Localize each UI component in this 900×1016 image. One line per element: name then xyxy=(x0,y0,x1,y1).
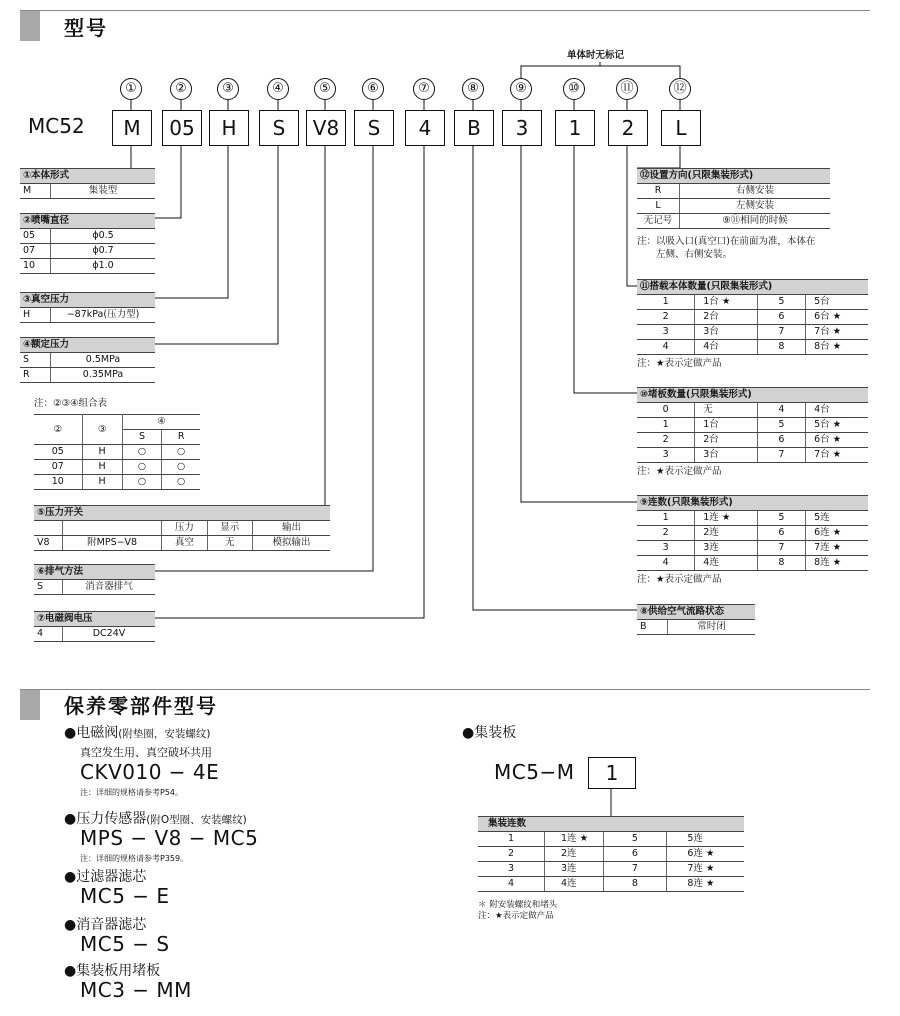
table-title: ⑪搭载本体数量(只限集装形式) xyxy=(637,280,868,295)
manifold-prefix: MC5−M xyxy=(494,760,575,784)
note: 左侧、右侧安装。 xyxy=(656,249,733,260)
table-header: ④ xyxy=(122,415,200,430)
table-cell: 7台 ★ xyxy=(806,325,868,340)
table-cell: 4 xyxy=(757,403,806,418)
table-cell: 4连 xyxy=(695,556,757,571)
code-box: B xyxy=(454,110,494,146)
table-cell: 4 xyxy=(637,340,695,355)
table-rated-pressure xyxy=(20,337,155,383)
table-cell: V8 xyxy=(34,536,63,551)
part-note: 注：详细的规格请参考P359。 xyxy=(80,854,189,863)
table-cell: 7 xyxy=(757,325,806,340)
model-prefix: MC52 xyxy=(28,114,85,138)
table-title: ④额定压力 xyxy=(20,338,155,353)
code-box: M xyxy=(112,110,152,146)
table-cell: 7 xyxy=(603,862,667,877)
manifold-code-box: 1 xyxy=(588,757,636,789)
table-cell: 3 xyxy=(637,325,695,340)
table-title: 集装连数 xyxy=(478,817,744,832)
table-header: 输出 xyxy=(252,521,330,536)
table-cell: 6 xyxy=(603,847,667,862)
table-cell: 5台 ★ xyxy=(806,418,868,433)
table-cell: 无 xyxy=(695,403,757,418)
table-cell: L xyxy=(637,199,680,214)
table-title: ⑥排气方法 xyxy=(34,565,155,580)
table-cell: 3 xyxy=(637,541,695,556)
table-cell: 3连 xyxy=(695,541,757,556)
table-cell: 5 xyxy=(603,832,667,847)
table-cell: 真空 xyxy=(162,536,207,551)
code-box: 1 xyxy=(555,110,595,146)
code-box: 4 xyxy=(405,110,445,146)
table-title: ⑨连数(只限集装形式) xyxy=(637,496,868,511)
table-valve-voltage xyxy=(34,611,155,642)
table-cell: 3台 xyxy=(695,325,757,340)
table-header: 压力 xyxy=(162,521,207,536)
table-cell: 6连 ★ xyxy=(806,526,868,541)
section-title-model: 型号 xyxy=(64,16,108,40)
code-box: H xyxy=(209,110,249,146)
table-cell: 2 xyxy=(637,310,695,325)
table-cell: ϕ1.0 xyxy=(51,259,156,274)
table-cell: 05 xyxy=(20,229,51,244)
table-cell: R xyxy=(637,184,680,199)
table-cell: 4 xyxy=(34,627,63,642)
table-header: R xyxy=(162,430,200,445)
table-title: ①本体形式 xyxy=(20,169,155,184)
table-cell: 2台 xyxy=(695,310,757,325)
table-cell: 7台 ★ xyxy=(806,448,868,463)
table-cell: 8 xyxy=(757,340,806,355)
table-cell: 模拟输出 xyxy=(252,536,330,551)
table-title: ③真空压力 xyxy=(20,293,155,308)
table-cell: H xyxy=(20,308,51,323)
table-cell: 4台 xyxy=(806,403,868,418)
table-cell: S xyxy=(34,580,63,595)
table-cell: 1台 xyxy=(695,418,757,433)
table-t9 xyxy=(637,495,868,571)
table-cell: B xyxy=(637,620,668,635)
table-title: ⑫设置方向(只限集装形式) xyxy=(637,169,830,184)
table-cell: 消音器排气 xyxy=(63,580,156,595)
table-cell: 07 xyxy=(34,460,82,475)
table-cell: 8 xyxy=(757,556,806,571)
table-cell: M xyxy=(20,184,51,199)
position-circle: ⑤ xyxy=(314,78,336,100)
note: 注：★表示定做产品 xyxy=(478,911,554,921)
note: ＊ 附安装螺纹和堵头 xyxy=(478,900,558,910)
table-cell: 0 xyxy=(637,403,695,418)
table-cell: 3台 xyxy=(695,448,757,463)
table-cell: 3 xyxy=(478,862,545,877)
table-vacuum-pressure xyxy=(20,292,155,323)
note: 注：★表示定做产品 xyxy=(637,574,722,585)
code-box: L xyxy=(661,110,701,146)
code-box: V8 xyxy=(306,110,346,146)
position-circle: ⑥ xyxy=(362,78,384,100)
position-circle: ⑧ xyxy=(462,78,484,100)
table-cell: −87kPa(压力型) xyxy=(51,308,156,323)
table-cell: 6 xyxy=(757,310,806,325)
table-cell: 2连 xyxy=(695,526,757,541)
position-circle: ⑨ xyxy=(510,78,532,100)
table-cell: 1 xyxy=(637,295,695,310)
table-cell: 4 xyxy=(637,556,695,571)
table-cell: 1连 ★ xyxy=(545,832,604,847)
table-cell: 10 xyxy=(20,259,51,274)
part-name: ●压力传感器 xyxy=(64,811,147,827)
table-cell: 0.35MPa xyxy=(51,368,156,383)
position-circle: ⑪ xyxy=(616,78,638,100)
table-cell: 6 xyxy=(757,433,806,448)
table-cell: 右侧安装 xyxy=(680,184,831,199)
table-body-type xyxy=(20,168,155,199)
table-cell: 2台 xyxy=(695,433,757,448)
table-cell: 5连 xyxy=(667,832,744,847)
table-cell: 常时闭 xyxy=(668,620,756,635)
part-name: ●集装板用堵板 xyxy=(64,963,161,979)
part-title xyxy=(64,960,160,980)
part-title xyxy=(64,914,146,934)
part-code: MC5 − E xyxy=(80,884,170,908)
part-name: ●消音器滤芯 xyxy=(64,917,147,933)
table-pressure-switch xyxy=(34,505,330,551)
combo-note: 注：②③④组合表 xyxy=(34,398,108,409)
table-header: 显示 xyxy=(207,521,252,536)
position-circle: ⑫ xyxy=(669,78,691,100)
table-cell: 4台 xyxy=(695,340,757,355)
section-marker xyxy=(20,690,40,720)
table-header: ② xyxy=(34,415,82,445)
note: 注：以吸入口(真空口)在前面为准，本体在 xyxy=(637,236,816,247)
table-cell: ○ xyxy=(162,460,200,475)
part-usage: 真空发生用、真空破坏共用 xyxy=(80,746,212,759)
position-circle: ④ xyxy=(267,78,289,100)
part-title xyxy=(64,722,210,742)
part-code: CKV010 − 4E xyxy=(80,760,220,784)
table-cell: 5 xyxy=(757,511,806,526)
table-cell: 6连 ★ xyxy=(667,847,744,862)
table-cell: ⑨⑪相同的时候 xyxy=(680,214,831,229)
table-cell: 7 xyxy=(757,448,806,463)
table-cell: 2 xyxy=(637,526,695,541)
table-title: ⑤压力开关 xyxy=(34,506,330,521)
code-box: 05 xyxy=(162,110,202,146)
table-cell: R xyxy=(20,368,51,383)
table-cell: 2 xyxy=(637,433,695,448)
table-cell: ϕ0.7 xyxy=(51,244,156,259)
table-cell: 6 xyxy=(757,526,806,541)
table-cell: 5连 xyxy=(806,511,868,526)
table-cell: ○ xyxy=(162,445,200,460)
table-cell: 0.5MPa xyxy=(51,353,156,368)
table-cell: ○ xyxy=(162,475,200,490)
table-cell: H xyxy=(82,460,122,475)
code-box: S xyxy=(354,110,394,146)
table-cell: 8 xyxy=(603,877,667,892)
note: 注：★表示定做产品 xyxy=(637,358,722,369)
table-title: ⑧供给空气流路状态 xyxy=(637,605,755,620)
table-cell: ○ xyxy=(122,475,162,490)
table-cell: 1连 ★ xyxy=(695,511,757,526)
table-cell: 05 xyxy=(34,445,82,460)
table-cell: H xyxy=(82,445,122,460)
table-title: ②喷嘴直径 xyxy=(20,214,155,229)
position-circle: ⑩ xyxy=(563,78,585,100)
table-cell: 8连 ★ xyxy=(806,556,868,571)
table-header: ③ xyxy=(82,415,122,445)
table-cell: 8连 ★ xyxy=(667,877,744,892)
table-cell: 10 xyxy=(34,475,82,490)
table-cell: 1台 ★ xyxy=(695,295,757,310)
table-cell: 2 xyxy=(478,847,545,862)
table-t10 xyxy=(637,387,868,463)
table-cell: 无记号 xyxy=(637,214,680,229)
part-detail: (附垫圈，安装螺纹) xyxy=(118,728,211,740)
table-cell: 6台 ★ xyxy=(806,310,868,325)
table-cell: 1 xyxy=(637,418,695,433)
table-title: ⑦电磁阀电压 xyxy=(34,612,155,627)
table-header: S xyxy=(122,430,162,445)
table-cell: 5 xyxy=(757,295,806,310)
table-cell: 8台 ★ xyxy=(806,340,868,355)
code-box: S xyxy=(259,110,299,146)
table-cell: 集装型 xyxy=(51,184,156,199)
section-title-parts: 保养零部件型号 xyxy=(64,694,218,718)
part-name: ●电磁阀 xyxy=(64,725,119,741)
part-note: 注：详细的规格请参考P54。 xyxy=(80,788,184,797)
table-cell: 3连 xyxy=(545,862,604,877)
part-title xyxy=(64,866,146,886)
table-exhaust-method xyxy=(34,564,155,595)
position-circle: ② xyxy=(170,78,192,100)
table-cell: 3 xyxy=(637,448,695,463)
table-air-supply-state xyxy=(637,604,755,635)
table-nozzle-diameter xyxy=(20,213,155,274)
table-cell: S xyxy=(20,353,51,368)
table-cell: 5 xyxy=(757,418,806,433)
table-cell: DC24V xyxy=(63,627,156,642)
part-detail: (附O型圈、安装螺纹) xyxy=(146,814,247,826)
table-cell: 7连 ★ xyxy=(667,862,744,877)
table-cell: 附MPS−V8 xyxy=(63,536,162,551)
table-cell: ϕ0.5 xyxy=(51,229,156,244)
table-title: ⑩堵板数量(只限集装形式) xyxy=(637,388,868,403)
table-cell: ○ xyxy=(122,460,162,475)
table-cell: 4 xyxy=(478,877,545,892)
table-manifold-stations xyxy=(478,816,744,892)
table-cell: 1 xyxy=(478,832,545,847)
table-cell: 6台 ★ xyxy=(806,433,868,448)
table-cell: 4连 xyxy=(545,877,604,892)
table-cell: 7 xyxy=(757,541,806,556)
code-box: 2 xyxy=(608,110,648,146)
table-cell: 无 xyxy=(207,536,252,551)
part-code: MPS − V8 − MC5 xyxy=(80,826,259,850)
table-t11 xyxy=(637,279,868,355)
table-cell: H xyxy=(82,475,122,490)
part-name: ●过滤器滤芯 xyxy=(64,869,147,885)
table-combination xyxy=(34,414,200,490)
table-cell: 5台 xyxy=(806,295,868,310)
part-title xyxy=(64,808,247,828)
table-cell: ○ xyxy=(122,445,162,460)
header-note: 单体时无标记 xyxy=(567,50,625,61)
table-cell: 07 xyxy=(20,244,51,259)
part-code: MC3 − MM xyxy=(80,978,192,1002)
table-cell: 左侧安装 xyxy=(680,199,831,214)
position-circle: ③ xyxy=(217,78,239,100)
position-circle: ① xyxy=(120,78,142,100)
table-cell: 1 xyxy=(637,511,695,526)
table-cell: 2连 xyxy=(545,847,604,862)
manifold-title: ●集装板 xyxy=(462,725,517,741)
position-circle: ⑦ xyxy=(413,78,435,100)
code-box: 3 xyxy=(502,110,542,146)
table-mount-direction xyxy=(637,168,830,229)
note: 注：★表示定做产品 xyxy=(637,466,722,477)
part-code: MC5 − S xyxy=(80,932,170,956)
table-cell: 7连 ★ xyxy=(806,541,868,556)
